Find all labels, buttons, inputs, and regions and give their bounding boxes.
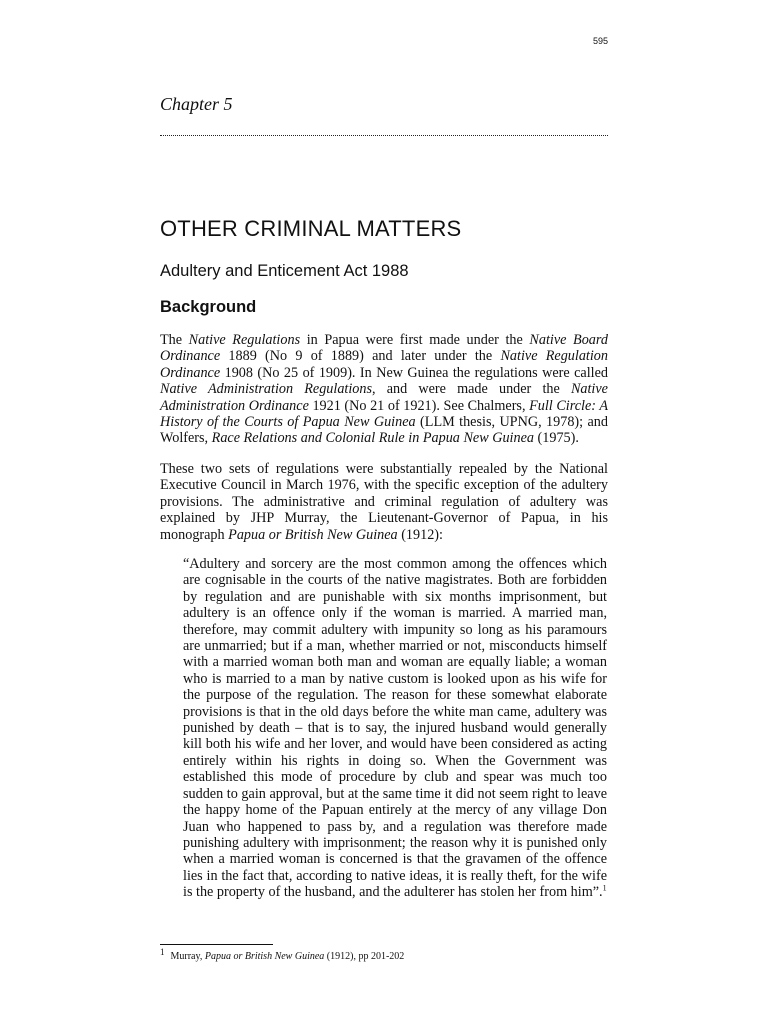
subsection-title: Background [160,298,257,316]
section-title: Adultery and Enticement Act 1988 [160,262,409,280]
footnote-number: 1 [160,946,165,957]
chapter-title: OTHER CRIMINAL MATTERS [160,216,462,241]
footnote-reference[interactable]: 1 [602,883,607,893]
footnote-divider [160,944,273,945]
chapter-label: Chapter 5 [160,94,233,114]
chapter-divider [160,135,608,136]
paragraph-native-regulations: The Native Regulations in Papua were first made under the Native Board Ordinance 1889 (No 9 of 1889) and later under the Native Regulation Ordinance 1908 (No 25 of 1909). In New Guinea the regulations were called Native Administration Regulations, and were made under the Native Administration Ordinance 1921 (No 21 of 1921). See Chalmers, Full Circle: A History of the Courts of Papua New Guinea (LLM thesis, UPNG, 1978); and Wolfers, Race Relations and Colonial Rule in Papua New Guinea (1975). [160,332,608,447]
page-number: 595 [592,36,608,46]
block-quote-murray: “Adultery and sorcery are the most common among the offences which are cognisable in the courts of the native magistrates. Both are forbidden by regulation and are punishable with six months imprisonment, but adultery is an offence only if the woman is married. A married man, therefore, may commit adultery with impunity so long as his paramours are unmarried; but if a man, whether married or not, misconducts himself with a married woman both man and woman are equally liable; a woman who is married to a man by native custom is looked upon as his wife for the purpose of the regulation. The reason for these somewhat elaborate provisions is that in the old days before the white man came, adultery was punished by death – that is to say, the injured husband would generally kill both his wife and her lover, and would have been considered as acting entirely within his rights in doing so. When the Government was established this mode of procedure by club and spear was much too sudden to gain approval, but at the same time it did not seem right to leave the happy home of the Papuan entirely at the mercy of any village Don Juan who happened to pass by, and a regulation was therefore made punishing adultery with imprisonment; the reason why it is punished only when a married woman is concerned is that the gravamen of the offence lies in the fact that, according to native ideas, it is really theft, for the wife is the property of the husband, and the adulterer has stolen her from him”.$^1$ [183,556,607,901]
paragraph-regulations-repealed: These two sets of regulations were substantially repealed by the National Executive Council in March 1976, with the specific exception of the adultery provisions. The administrative and criminal regulation of adultery was explained by JHP Murray, the Lieutenant-Governor of Papua, in his monograph Papua or British New Guinea (1912): [160,461,608,543]
footnote: 1 Murray, Papua or British New Guinea (1912), pp 201-202 [160,946,405,962]
